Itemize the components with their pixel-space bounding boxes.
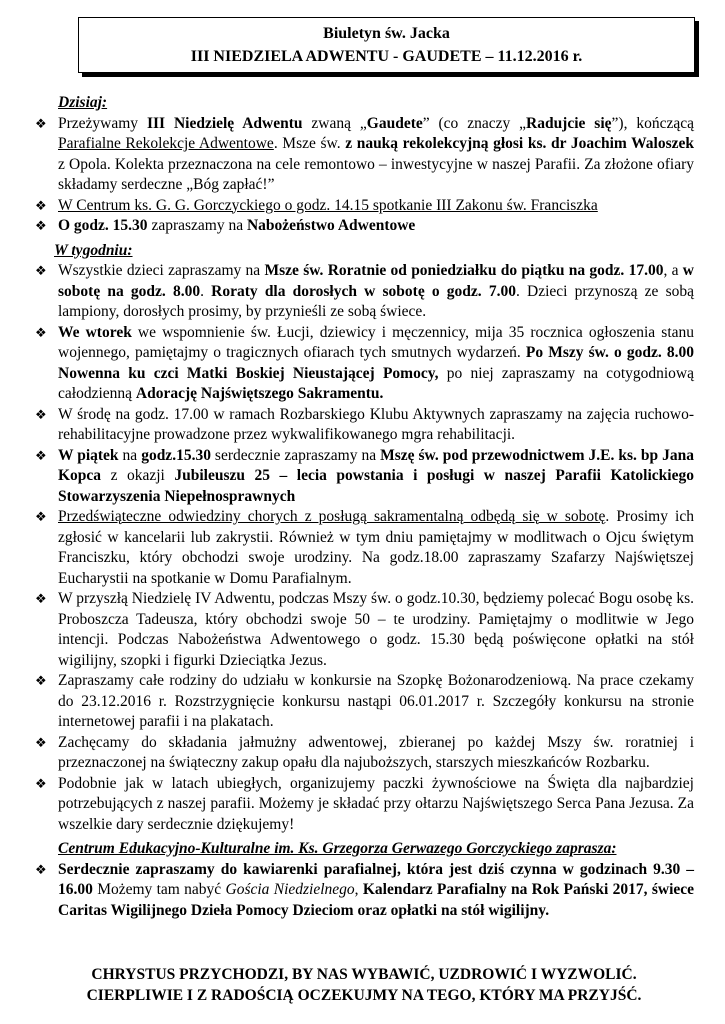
announcement-text: Zachęcamy do składania jałmużny adwentowej, zbieranej po każdej Mszy św. roratniej i przeznaczonej na świąteczny zakup opału dla najuboższych, starszych mieszkańców Rozbarku.: [58, 733, 694, 771]
announcement-text: z okazji: [101, 467, 175, 484]
announcement-text: z nauką rekolekcyjną głosi ks. dr Joachim Waloszek: [345, 135, 694, 152]
announcement-item: [34, 196, 694, 217]
announcement-text: Msze św. Roratnie od poniedziałku do piątku na godz. 17.00: [264, 262, 664, 279]
announcement-text: O godz. 15.30: [58, 217, 148, 234]
section-title-today: Dzisiaj:: [58, 94, 108, 111]
announcement-text: Możemy tam nabyć: [92, 881, 226, 898]
announcement-text: . Msze św.: [273, 135, 346, 152]
announcement-text: we wspomnienie św. Łucji, dziewicy i męczennicy, mija 35 rocznica ogłoszenia stanu wojennego, pamiętajmy o tragicznych ofiarach tych smutnych wydarzeń.: [58, 323, 694, 361]
announcement-text: ,: [354, 881, 363, 898]
announcement-text: Radujcie się: [526, 114, 612, 132]
announcement-text: We wtorek: [58, 323, 132, 341]
footer-line-1: CHRYSTUS PRZYCHODZI, BY NAS WYBAWIĆ, UZDROWIĆ I WYZWOLIĆ.: [91, 966, 637, 983]
bulletin-date-line: III NIEDZIELA ADWENTU - GAUDETE – 11.12.2016 r.: [190, 48, 583, 65]
centrum-list: [34, 860, 694, 922]
announcement-item: [34, 860, 694, 922]
announcement-text: . Prosimy ich zgłosić w kancelarii lub zakrystii. Również w tym dniu pamiętajmy w modlitwach o Ojcu świętym Franciszku, który obchodzi swoje urodziny. Na godz.18.00 zapraszamy Szafarzy Najświętszej Eucharystii na spotkanie w Domu Parafialnym.: [58, 508, 694, 587]
announcement-text: . Dzieci przynoszą ze sobą lampiony, dorosłych prosimy, by przynieśli ze sobą świece.: [58, 282, 695, 320]
diamond-bullet-icon: ❖: [35, 197, 47, 213]
announcement-text: Przeżywamy: [58, 114, 147, 132]
announcement-item: [34, 507, 694, 589]
announcement-text: w sobotę na godz. 8.00: [58, 262, 694, 300]
announcement-item: [34, 733, 694, 774]
announcement-text: Po Mszy św. o godz. 8.00 Nowenna ku czci Matki Boskiej Nieustającej Pomocy,: [58, 344, 694, 382]
announcement-text: Podobnie jak w latach ubiegłych, organizujemy paczki żywnościowe na Święta dla najbardziej potrzebujących z naszej parafii. Możemy je składać przy ołtarzu Najświętszego Serca Pana Jezusa. Za wszelkie dary serdecznie dziękujemy!: [58, 774, 694, 833]
announcement-text: Parafialne Rekolekcje Adwentowe: [58, 135, 274, 152]
announcement-item: [34, 216, 694, 237]
bulletin-title: Biuletyn św. Jacka: [323, 25, 450, 42]
diamond-bullet-icon: ❖: [35, 861, 47, 877]
announcement-item: [34, 446, 694, 508]
announcement-text: W środę na godz. 17.00 w ramach Rozbarskiego Klubu Aktywnych zapraszamy na zajęcia ruchowo- rehabilitacyjne prowadzone przez wykwalifikowanego mgra rehabilitacji.: [58, 405, 694, 443]
announcement-text: Wszystkie dzieci zapraszamy na: [58, 262, 265, 279]
diamond-bullet-icon: ❖: [35, 406, 47, 422]
announcement-item: [34, 589, 694, 671]
announcement-text: W Centrum ks. G. G. Gorczyckiego o godz. 14.15 spotkanie III Zakonu św. Franciszka: [58, 196, 598, 214]
announcement-text: z Opola. Kolekta przeznaczona na cele remontowo – inwestycyjne w naszej Parafii. Za złożone ofiary składamy serdeczne „Bóg zapłać!”: [58, 155, 694, 193]
announcement-text: Nabożeństwo Adwentowe: [246, 217, 416, 234]
diamond-bullet-icon: ❖: [35, 447, 47, 463]
announcement-text: ”), kończącą: [611, 114, 694, 132]
announcement-text: W przyszłą Niedzielę IV Adwentu, podczas Mszy św. o godz.10.30, będziemy polecać Bogu osobę ks. Proboszcza Tadeusza, który obchodzi swoje 50 – te urodziny. Pamiętajmy o modlitwie w Jego intencji. Podczas Nabożeństwa Adwentowego o godz. 15.30 będą poświęcone opłatki na stół wigilijny, szopki i figurki Dzieciątka Jezus.: [58, 590, 694, 669]
announcement-text: po niej zapraszamy na cotygodniową całodzienną: [58, 364, 694, 402]
announcement-text: Gościa Niedzielnego: [225, 881, 355, 898]
announcement-item: [34, 405, 694, 446]
diamond-bullet-icon: ❖: [35, 775, 47, 791]
diamond-bullet-icon: ❖: [35, 509, 47, 524]
bulletin-content: [34, 93, 694, 921]
announcement-text: Adorację Najświętszego Sakramentu.: [135, 385, 384, 402]
announcement-item: [34, 774, 694, 836]
announcement-text: ” (co znaczy „: [422, 114, 526, 132]
section-title-centrum: Centrum Edukacyjno-Kulturalne im. Ks. Grzegorza Gerwazego Gorczyckiego zaprasza:: [58, 840, 617, 857]
diamond-bullet-icon: ❖: [35, 263, 47, 278]
announcement-text: III Niedzielę Adwentu: [146, 114, 303, 132]
announcement-text: Roraty dla dorosłych w sobotę o godz. 7.00: [211, 282, 516, 300]
bulletin-footer: [34, 964, 694, 1006]
announcement-text: .: [200, 282, 212, 300]
announcement-text: Mszę św. pod przewodnictwem J.E. ks. bp Jana Kopca: [58, 446, 694, 484]
announcement-text: Kalendarz Parafialny na Rok Pański 2017, świece Caritas Wigilijnego Dzieła Pomocy Dzieciom oraz opłatki na stół wigilijny.: [58, 881, 695, 919]
announcement-text: zapraszamy na: [147, 217, 247, 234]
section-title-week: W tygodniu:: [54, 241, 133, 259]
today-list: [34, 114, 694, 237]
bulletin-header: [78, 17, 695, 73]
announcement-item: [34, 323, 694, 405]
announcement-text: serdecznie zapraszamy na: [210, 446, 381, 464]
announcement-text: , a: [663, 262, 683, 279]
announcement-text: Jubileuszu 25 – lecia powstania i posługi w naszej Parafii Katolickiego Stowarzyszenia Niepełnosprawnych: [58, 467, 694, 505]
announcement-text: Gaudete: [366, 114, 423, 132]
footer-line-2: CIERPLIWIE I Z RADOŚCIĄ OCZEKUJMY NA TEGO, KTÓRY MA PRZYJŚĆ.: [86, 987, 642, 1004]
diamond-bullet-icon: ❖: [35, 734, 47, 750]
announcement-item: [34, 671, 694, 733]
announcement-item: [34, 261, 694, 323]
announcement-text: na: [118, 446, 142, 464]
diamond-bullet-icon: ❖: [35, 591, 47, 606]
announcement-text: Serdecznie zapraszamy do kawiarenki parafialnej, która jest dziś czynna w godzinach 9.30 – 16.00: [58, 860, 694, 898]
announcement-text: zwaną „: [302, 114, 367, 132]
announcement-item: [34, 114, 694, 196]
diamond-bullet-icon: ❖: [35, 324, 47, 340]
diamond-bullet-icon: ❖: [35, 115, 47, 131]
announcement-text: W piątek: [58, 446, 119, 464]
diamond-bullet-icon: ❖: [35, 673, 47, 688]
announcement-text: Przedświąteczne odwiedziny chorych z posługą sakramentalną odbędą się w sobotę: [58, 508, 606, 525]
announcement-text: Zapraszamy całe rodziny do udziału w konkursie na Szopkę Bożonarodzeniową. Na prace czekamy do 23.12.2016 r. Rozstrzygnięcie konkursu nastąpi 06.01.2017 r. Szczegóły konkursu na stronie internetowej parafii i na plakatach.: [58, 672, 694, 730]
diamond-bullet-icon: ❖: [35, 218, 47, 233]
week-list: [34, 261, 694, 835]
announcement-text: godz.15.30: [141, 446, 211, 464]
